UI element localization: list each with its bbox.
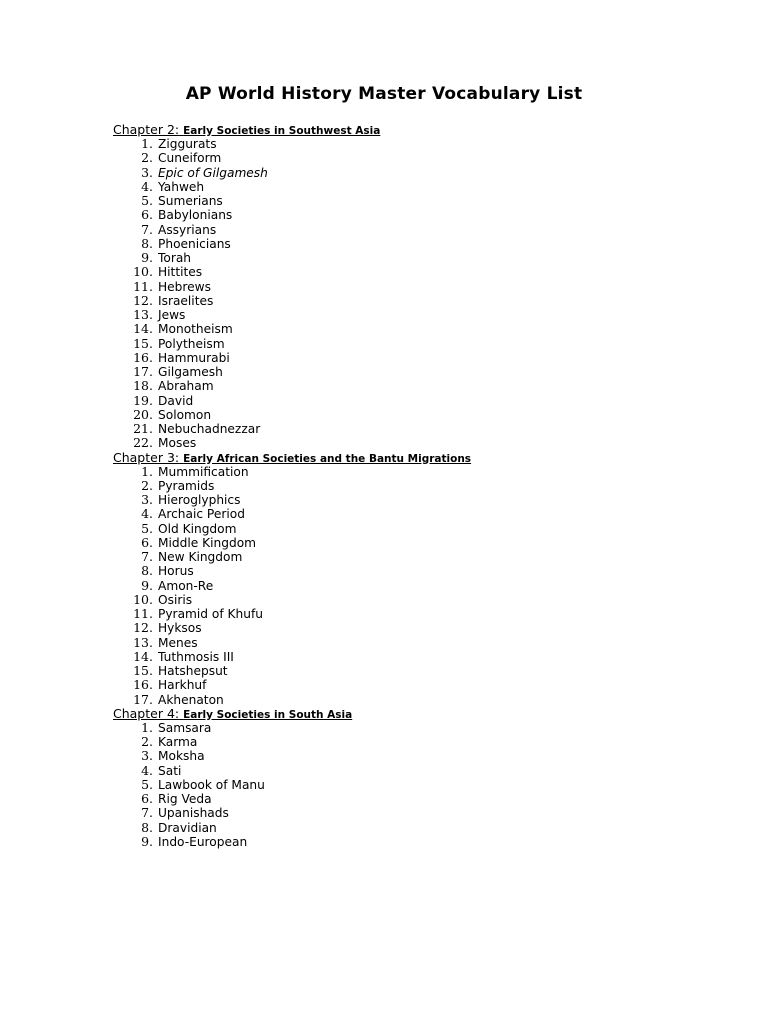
list-item bbox=[113, 322, 713, 336]
item-number: 16. bbox=[133, 349, 153, 365]
item-number: 4. bbox=[141, 762, 153, 778]
chapter-heading bbox=[113, 123, 713, 137]
vocab-term: Epic of Gilgamesh bbox=[158, 165, 268, 180]
item-number: 22. bbox=[133, 435, 153, 451]
list-item bbox=[113, 607, 713, 621]
list-item bbox=[113, 408, 713, 422]
vocab-term: Moses bbox=[158, 436, 197, 451]
vocab-list bbox=[113, 137, 713, 451]
item-number: 15. bbox=[133, 335, 153, 351]
chapter-heading bbox=[113, 451, 713, 465]
vocab-term: Akhenaton bbox=[158, 692, 224, 707]
vocab-term: Upanishads bbox=[158, 806, 229, 821]
item-number: 8. bbox=[141, 819, 153, 835]
list-item bbox=[113, 764, 713, 778]
item-number: 18. bbox=[133, 378, 153, 394]
vocab-list bbox=[113, 465, 713, 707]
list-item bbox=[113, 237, 713, 251]
vocab-term: Yahweh bbox=[158, 179, 205, 194]
vocab-term: Menes bbox=[158, 635, 198, 650]
vocab-term: Rig Veda bbox=[158, 792, 212, 806]
vocab-term: Hammurabi bbox=[158, 350, 230, 365]
vocab-term: Mummification bbox=[158, 464, 249, 479]
item-number: 10. bbox=[133, 591, 153, 607]
vocab-term: Middle Kingdom bbox=[158, 535, 257, 550]
list-item bbox=[113, 337, 713, 351]
item-number: 4. bbox=[141, 178, 153, 194]
list-item bbox=[113, 137, 713, 151]
vocab-term: Jews bbox=[158, 308, 186, 322]
vocab-term: Ziggurats bbox=[158, 137, 217, 151]
vocab-term: Israelites bbox=[158, 293, 214, 308]
list-item bbox=[113, 365, 713, 379]
item-number: 14. bbox=[133, 648, 153, 664]
item-number: 9. bbox=[141, 577, 153, 593]
vocab-term: Nebuchadnezzar bbox=[158, 422, 261, 436]
vocab-term: Lawbook of Manu bbox=[158, 777, 265, 792]
list-item bbox=[113, 664, 713, 678]
vocab-term: Monotheism bbox=[158, 322, 233, 337]
vocab-term: Cuneiform bbox=[158, 151, 222, 166]
vocab-term: Tuthmosis III bbox=[158, 649, 234, 664]
vocab-term: Assyrians bbox=[158, 222, 217, 237]
item-number: 5. bbox=[141, 193, 153, 208]
item-number: 11. bbox=[133, 278, 153, 294]
item-number: 8. bbox=[141, 235, 153, 251]
item-number: 16. bbox=[133, 677, 153, 693]
item-number: 2. bbox=[141, 150, 153, 166]
item-number: 1. bbox=[141, 463, 153, 479]
chapter-name: Early Societies in Southwest Asia bbox=[183, 125, 381, 137]
item-number: 1. bbox=[141, 136, 153, 151]
list-item bbox=[113, 394, 713, 408]
chapter-heading bbox=[113, 707, 713, 721]
list-item bbox=[113, 721, 713, 735]
item-number: 12. bbox=[133, 292, 153, 308]
vocab-term: Sati bbox=[158, 763, 182, 778]
vocab-term: David bbox=[158, 393, 194, 408]
item-number: 20. bbox=[133, 406, 153, 422]
vocab-term: New Kingdom bbox=[158, 550, 243, 564]
vocab-term: Abraham bbox=[158, 379, 214, 394]
list-item bbox=[113, 180, 713, 194]
item-number: 3. bbox=[141, 748, 153, 764]
item-number: 4. bbox=[141, 506, 153, 522]
vocab-term: Solomon bbox=[158, 407, 212, 422]
vocab-term: Hebrews bbox=[158, 279, 211, 294]
list-item bbox=[113, 806, 713, 820]
item-number: 12. bbox=[133, 620, 153, 636]
list-item bbox=[113, 536, 713, 550]
list-item bbox=[113, 778, 713, 792]
list-item bbox=[113, 621, 713, 635]
item-number: 3. bbox=[141, 492, 153, 507]
page-title: AP World History Master Vocabulary List bbox=[185, 84, 583, 104]
item-number: 6. bbox=[141, 791, 153, 806]
list-item bbox=[113, 493, 713, 507]
list-item bbox=[113, 436, 713, 450]
list-item bbox=[113, 465, 713, 479]
vocab-term: Harkhuf bbox=[158, 678, 207, 693]
vocab-term: Hatshepsut bbox=[158, 664, 228, 678]
vocab-term: Old Kingdom bbox=[158, 521, 237, 536]
item-number: 19. bbox=[133, 392, 153, 408]
vocab-term: Hittites bbox=[158, 265, 203, 280]
item-number: 17. bbox=[133, 691, 153, 707]
chapter-label: Chapter 4: bbox=[113, 705, 180, 721]
list-item bbox=[113, 280, 713, 294]
chapter-label: Chapter 2: bbox=[113, 122, 180, 137]
item-number: 7. bbox=[141, 221, 153, 237]
vocab-term: Polytheism bbox=[158, 336, 225, 351]
list-item bbox=[113, 166, 713, 180]
item-number: 14. bbox=[133, 321, 153, 337]
list-item bbox=[113, 821, 713, 835]
item-number: 9. bbox=[141, 250, 153, 265]
list-item bbox=[113, 749, 713, 763]
list-item bbox=[113, 792, 713, 806]
list-item bbox=[113, 522, 713, 536]
item-number: 5. bbox=[141, 520, 153, 536]
list-item bbox=[113, 351, 713, 365]
list-item bbox=[113, 308, 713, 322]
vocab-term: Gilgamesh bbox=[158, 365, 223, 379]
vocab-term: Karma bbox=[158, 735, 198, 749]
item-number: 7. bbox=[141, 805, 153, 821]
list-item bbox=[113, 835, 713, 849]
item-number: 10. bbox=[133, 264, 153, 280]
item-number: 9. bbox=[141, 833, 153, 849]
vocab-term: Torah bbox=[158, 251, 192, 265]
chapter-list bbox=[113, 123, 713, 849]
list-item bbox=[113, 735, 713, 749]
vocab-term: Samsara bbox=[158, 720, 212, 735]
item-number: 6. bbox=[141, 534, 153, 550]
item-number: 7. bbox=[141, 549, 153, 564]
vocab-term: Sumerians bbox=[158, 194, 223, 208]
chapter-name: Early Societies in South Asia bbox=[183, 708, 353, 721]
list-item bbox=[113, 422, 713, 436]
item-number: 13. bbox=[133, 634, 153, 650]
item-number: 2. bbox=[141, 477, 153, 493]
list-item bbox=[113, 379, 713, 393]
vocab-term: Dravidian bbox=[158, 820, 217, 835]
item-number: 1. bbox=[141, 719, 153, 735]
item-number: 3. bbox=[141, 164, 153, 180]
list-item bbox=[113, 678, 713, 692]
chapter-section bbox=[113, 707, 713, 849]
vocab-term: Pyramid of Khufu bbox=[158, 607, 263, 621]
list-item bbox=[113, 194, 713, 208]
list-item bbox=[113, 564, 713, 578]
item-number: 15. bbox=[133, 663, 153, 678]
list-item bbox=[113, 151, 713, 165]
item-number: 13. bbox=[133, 307, 153, 322]
list-item bbox=[113, 650, 713, 664]
vocab-term: Indo-European bbox=[158, 834, 248, 849]
list-item bbox=[113, 579, 713, 593]
vocab-term: Hyksos bbox=[158, 621, 202, 636]
list-item bbox=[113, 507, 713, 521]
vocab-term: Osiris bbox=[158, 592, 193, 607]
item-number: 5. bbox=[141, 776, 153, 792]
vocab-term: Babylonians bbox=[158, 208, 233, 223]
item-number: 21. bbox=[133, 421, 153, 436]
list-item bbox=[113, 693, 713, 707]
chapter-label: Chapter 3: bbox=[113, 449, 180, 465]
item-number: 8. bbox=[141, 563, 153, 579]
vocab-term: Horus bbox=[158, 564, 194, 579]
list-item bbox=[113, 223, 713, 237]
chapter-section bbox=[113, 451, 713, 707]
chapter-section bbox=[113, 123, 713, 451]
vocab-term: Amon-Re bbox=[158, 578, 214, 593]
list-item bbox=[113, 208, 713, 222]
list-item bbox=[113, 636, 713, 650]
list-item bbox=[113, 251, 713, 265]
list-item bbox=[113, 294, 713, 308]
vocab-term: Pyramids bbox=[158, 478, 215, 493]
list-item bbox=[113, 550, 713, 564]
vocab-term: Moksha bbox=[158, 749, 205, 764]
vocab-list bbox=[113, 721, 713, 849]
vocab-term: Archaic Period bbox=[158, 507, 245, 522]
vocab-term: Phoenicians bbox=[158, 236, 231, 251]
list-item bbox=[113, 265, 713, 279]
item-number: 6. bbox=[141, 207, 153, 223]
list-item bbox=[113, 593, 713, 607]
vocab-term: Hieroglyphics bbox=[158, 493, 241, 507]
item-number: 2. bbox=[141, 734, 153, 749]
list-item bbox=[113, 479, 713, 493]
item-number: 17. bbox=[133, 364, 153, 379]
item-number: 11. bbox=[133, 606, 153, 621]
chapter-name: Early African Societies and the Bantu Migrations bbox=[183, 452, 472, 465]
